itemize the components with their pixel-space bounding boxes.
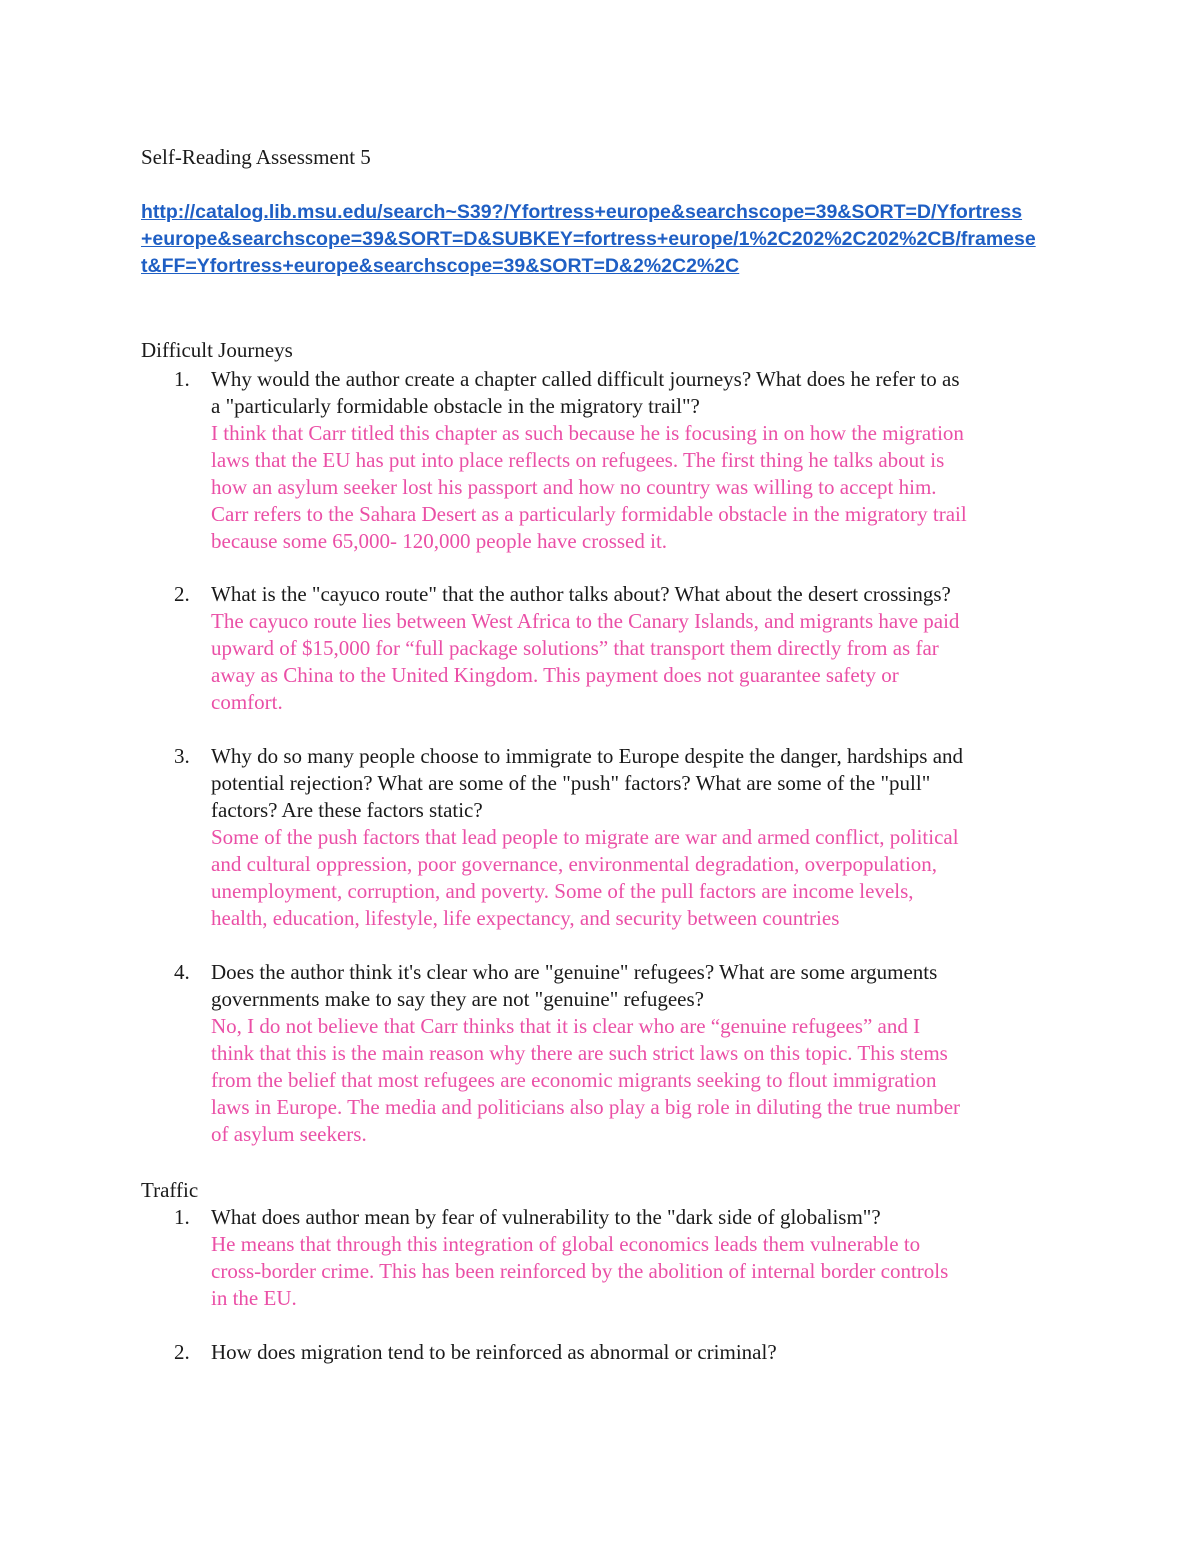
question-line: Why would the author create a chapter called difficult journeys? What does he refer to as: [211, 367, 960, 391]
question-number: 4.: [174, 960, 190, 984]
question-line: Why do so many people choose to immigrate to Europe despite the danger, hardships and: [211, 744, 964, 768]
question-line: Does the author think it's clear who are "genuine" refugees? What are some arguments: [211, 960, 938, 984]
answer-line: how an asylum seeker lost his passport and how no country was willing to accept him.: [211, 475, 937, 499]
question-text: [211, 1339, 1071, 1366]
answer-line: The cayuco route lies between West Africa to the Canary Islands, and migrants have paid: [211, 609, 960, 633]
answer-line: I think that Carr titled this chapter as such because he is focusing in on how the migration: [211, 421, 964, 445]
answer-text: [211, 1013, 1071, 1148]
catalog-link-line[interactable]: +europe&searchscope=39&SORT=D&SUBKEY=fortress+europe/1%2C202%2C202%2CB/framese: [141, 228, 1036, 250]
catalog-link[interactable]: [141, 199, 1061, 280]
answer-text: [211, 420, 1071, 555]
question-number: 2.: [174, 582, 190, 606]
section-heading-difficult-journeys: Difficult Journeys: [141, 338, 293, 362]
question-line: governments make to say they are not "genuine" refugees?: [211, 987, 704, 1011]
answer-line: of asylum seekers.: [211, 1122, 367, 1146]
question-body: [211, 366, 1071, 555]
question-body: [211, 743, 1071, 932]
answer-line: away as China to the United Kingdom. This payment does not guarantee safety or: [211, 663, 899, 687]
question-number: 1.: [174, 367, 190, 391]
question-text: [211, 743, 1071, 824]
question-line: What is the "cayuco route" that the author talks about? What about the desert crossings?: [211, 582, 951, 606]
answer-text: [211, 824, 1071, 932]
answer-line: and cultural oppression, poor governance, environmental degradation, overpopulation,: [211, 852, 938, 876]
answer-line: upward of $15,000 for “full package solutions” that transport them directly from as far: [211, 636, 939, 660]
question-number: 3.: [174, 744, 190, 768]
answer-text: [211, 608, 1071, 716]
question-number: 1.: [174, 1205, 190, 1229]
question-text: [211, 581, 1071, 608]
question-number: 2.: [174, 1340, 190, 1364]
answer-line: health, education, lifestyle, life expectancy, and security between countries: [211, 906, 840, 930]
question-line: factors? Are these factors static?: [211, 798, 483, 822]
catalog-link-line[interactable]: t&FF=Yfortress+europe&searchscope=39&SORT=D&2%2C2%2C: [141, 255, 740, 277]
question-text: [211, 1204, 1071, 1231]
answer-line: cross-border crime. This has been reinforced by the abolition of internal border controls: [211, 1259, 949, 1283]
answer-line: think that this is the main reason why there are such strict laws on this topic. This stems: [211, 1041, 948, 1065]
question-line: How does migration tend to be reinforced as abnormal or criminal?: [211, 1340, 777, 1364]
question-body: [211, 1339, 1071, 1366]
answer-line: comfort.: [211, 690, 283, 714]
question-text: [211, 366, 1071, 420]
catalog-link-line[interactable]: http://catalog.lib.msu.edu/search~S39?/Yfortress+europe&searchscope=39&SORT=D/Yfortress: [141, 201, 1023, 223]
answer-line: unemployment, corruption, and poverty. Some of the pull factors are income levels,: [211, 879, 914, 903]
question-body: [211, 959, 1071, 1148]
question-line: What does author mean by fear of vulnerability to the "dark side of globalism"?: [211, 1205, 881, 1229]
answer-line: Some of the push factors that lead people to migrate are war and armed conflict, political: [211, 825, 959, 849]
answer-text: [211, 1231, 1071, 1312]
section-heading-traffic: Traffic: [141, 1178, 199, 1202]
answer-line: in the EU.: [211, 1286, 297, 1310]
answer-line: He means that through this integration of global economics leads them vulnerable to: [211, 1232, 921, 1256]
question-text: [211, 959, 1071, 1013]
answer-line: because some 65,000- 120,000 people have crossed it.: [211, 529, 668, 553]
document-title: Self-Reading Assessment 5: [141, 145, 371, 169]
question-line: potential rejection? What are some of the "push" factors? What are some of the "pull": [211, 771, 931, 795]
question-body: [211, 1204, 1071, 1312]
answer-line: No, I do not believe that Carr thinks that it is clear who are “genuine refugees” and I: [211, 1014, 921, 1038]
question-body: [211, 581, 1071, 716]
answer-line: laws in Europe. The media and politicians also play a big role in diluting the true number: [211, 1095, 961, 1119]
question-line: a "particularly formidable obstacle in the migratory trail"?: [211, 394, 700, 418]
answer-line: laws that the EU has put into place reflects on refugees. The first thing he talks about is: [211, 448, 945, 472]
answer-line: from the belief that most refugees are economic migrants seeking to flout immigration: [211, 1068, 937, 1092]
answer-line: Carr refers to the Sahara Desert as a particularly formidable obstacle in the migratory trail: [211, 502, 967, 526]
